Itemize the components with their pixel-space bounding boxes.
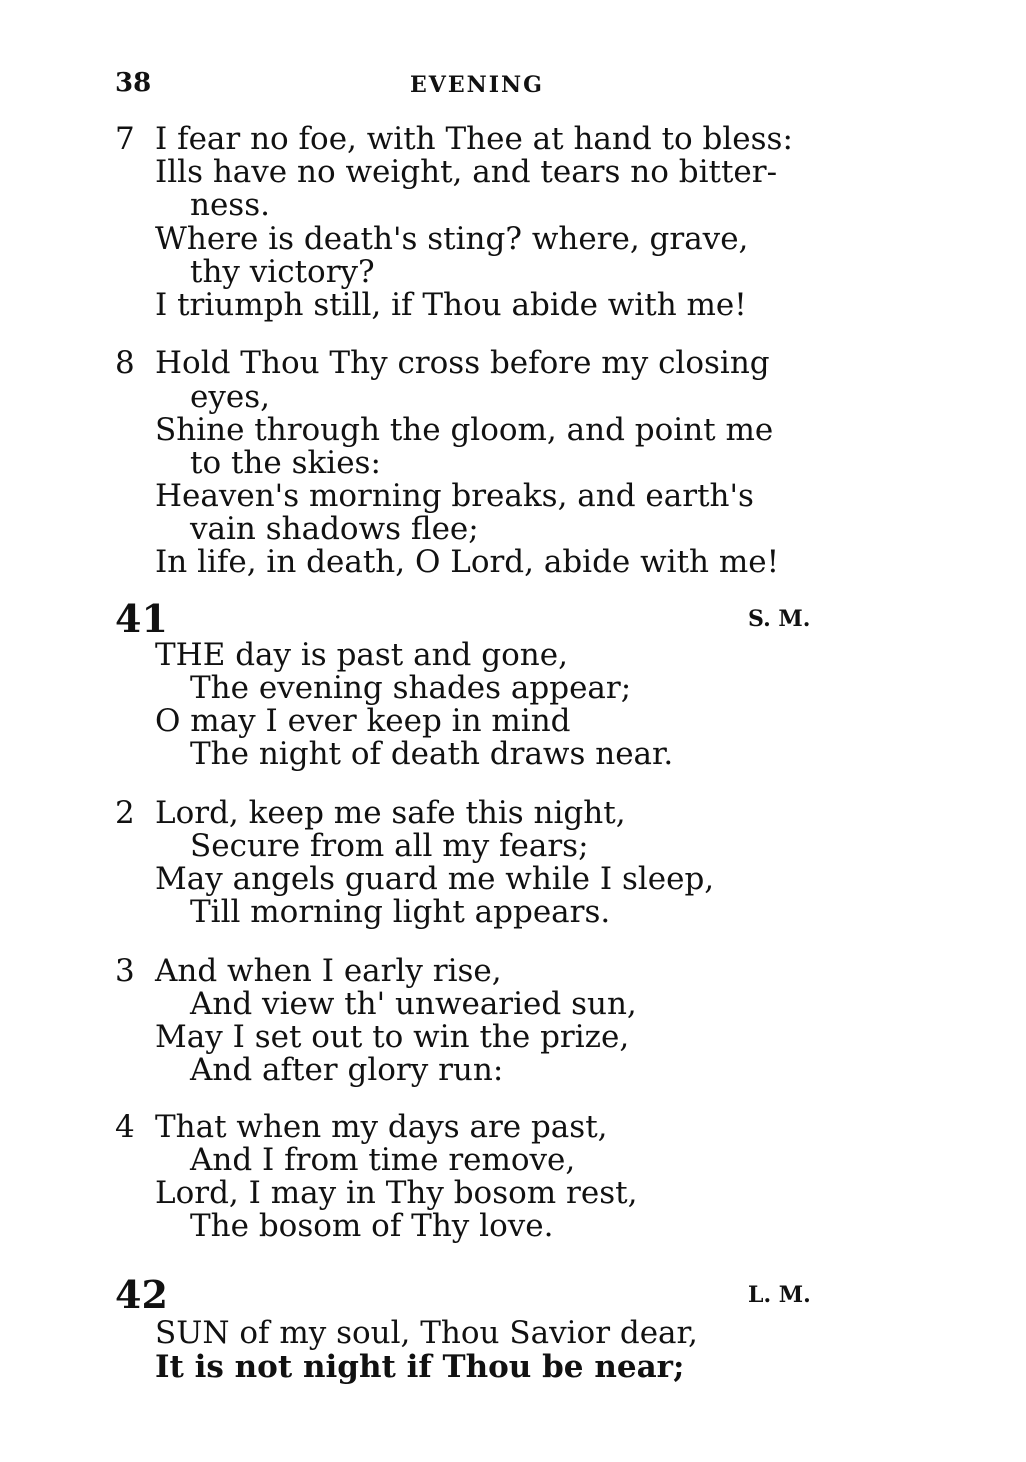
verse-line: Ills have no weight, and tears no bitter- bbox=[155, 154, 778, 190]
verse-number: 7 bbox=[115, 121, 135, 157]
hymn-meter: L. M. bbox=[748, 1282, 811, 1308]
verse-line: to the skies: bbox=[190, 445, 381, 481]
verse-line: Where is death's sting? where, grave, bbox=[155, 221, 749, 257]
hymn-meter: S. M. bbox=[748, 606, 811, 632]
verse-line: eyes, bbox=[190, 379, 270, 415]
verse-line: The night of death draws near. bbox=[190, 736, 674, 772]
verse-number: 8 bbox=[115, 345, 135, 381]
verse-number: 3 bbox=[115, 953, 135, 989]
verse-line: The evening shades appear; bbox=[190, 670, 632, 706]
verse-line: Lord, keep me safe this night, bbox=[155, 795, 626, 831]
verse-line: ness. bbox=[190, 187, 270, 223]
hymn-number: 42 bbox=[115, 1272, 168, 1317]
verse-line: thy victory? bbox=[190, 254, 375, 290]
verse-line: Hold Thou Thy cross before my closing bbox=[155, 345, 770, 381]
verse-line: May I set out to win the prize, bbox=[155, 1019, 630, 1055]
verse-line: Till morning light appears. bbox=[190, 894, 611, 930]
verse-line: That when my days are past, bbox=[155, 1109, 608, 1145]
verse-line: vain shadows flee; bbox=[190, 511, 479, 547]
verse-line: Secure from all my fears; bbox=[190, 828, 589, 864]
verse-line: In life, in death, O Lord, abide with me! bbox=[155, 544, 780, 580]
verse-line: May angels guard me while I sleep, bbox=[155, 861, 715, 897]
verse-number: 4 bbox=[115, 1109, 135, 1145]
verse-line: And when I early rise, bbox=[155, 953, 502, 989]
verse-line: Shine through the gloom, and point me bbox=[155, 412, 774, 448]
verse-number: 2 bbox=[115, 795, 135, 831]
verse-line: And view th' unwearied sun, bbox=[190, 986, 637, 1022]
verse-line: Heaven's morning breaks, and earth's bbox=[155, 478, 754, 514]
verse-line: THE day is past and gone, bbox=[155, 637, 568, 673]
page-title: EVENING bbox=[410, 72, 544, 98]
page-number: 38 bbox=[115, 68, 152, 98]
verse-line: SUN of my soul, Thou Savior dear, bbox=[155, 1315, 698, 1351]
hymn-number: 41 bbox=[115, 596, 168, 641]
verse-line: And I from time remove, bbox=[190, 1142, 576, 1178]
verse-line: I triumph still, if Thou abide with me! bbox=[155, 287, 747, 323]
verse-line: Lord, I may in Thy bosom rest, bbox=[155, 1175, 638, 1211]
verse-line: O may I ever keep in mind bbox=[155, 703, 571, 739]
verse-line: The bosom of Thy love. bbox=[190, 1208, 554, 1244]
verse-line: It is not night if Thou be near; bbox=[155, 1349, 685, 1385]
verse-line: And after glory run: bbox=[190, 1052, 504, 1088]
verse-line: I fear no foe, with Thee at hand to bless: bbox=[155, 121, 793, 157]
